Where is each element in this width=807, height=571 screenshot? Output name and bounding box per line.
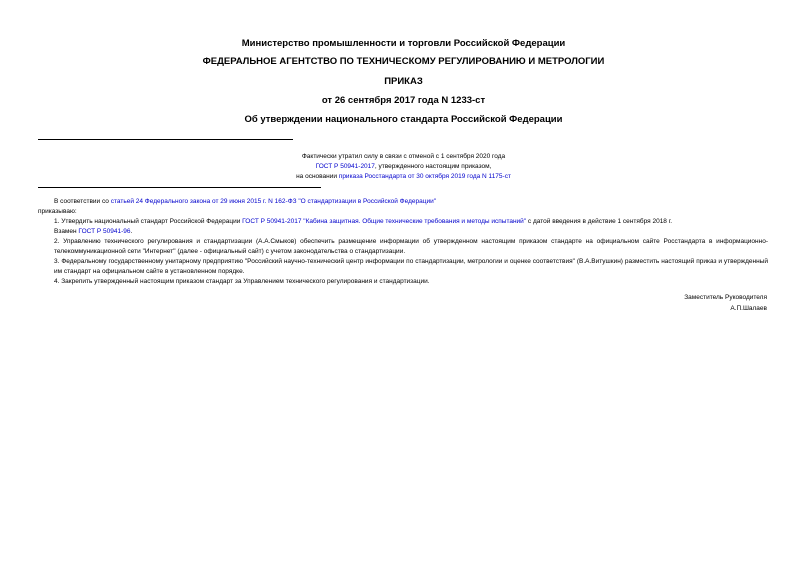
bottom-divider	[38, 187, 321, 188]
signature-position: Заместитель Руководителя	[684, 294, 767, 301]
gost-2017-link[interactable]: ГОСТ Р 50941-2017	[315, 163, 375, 170]
agency-heading: ФЕДЕРАЛЬНОЕ АГЕНТСТВО ПО ТЕХНИЧЕСКОМУ РЕГУЛИРОВАНИЮ И МЕТРОЛОГИИ	[202, 56, 605, 67]
top-divider	[38, 139, 293, 140]
document-body	[38, 197, 768, 287]
item-3-paragraph: 3. Федеральному государственному унитарному предприятию "Российский научно-технический центр информации по стандартизации, метрологии и оценке соответствия" (В.А.Витушкин) разместить настоящий приказ и утвержденный им стандарт на официальном сайте в установленном порядке.	[54, 258, 768, 275]
replace-paragraph	[38, 227, 768, 237]
status-note-line3-text: на основании	[296, 173, 339, 180]
status-note-line1: Фактически утратил силу в связи с отменой с 1 сентября 2020 года	[301, 153, 506, 160]
status-note-line2-text: , утвержденного настоящим приказом,	[374, 163, 492, 170]
item-1-paragraph	[38, 217, 768, 227]
item-2-paragraph: 2. Управлению технического регулирования и стандартизации (А.А.Смыков) обеспечить размещение информации об утвержденном настоящим приказом стандарте на официальном сайте Росстандарта в информационно-телекоммуникационной сети "Интернет" (далее - официальный сайт) с учетом законодательства о стандартизации.	[54, 238, 768, 255]
item-4-paragraph: 4. Закрепить утвержденный настоящим приказом стандарт за Управлением технического регулирования и стандартизации.	[54, 278, 430, 285]
status-note-line3	[0, 172, 807, 182]
doc-type-heading: ПРИКАЗ	[384, 76, 423, 87]
preamble-text: В соответствии со	[54, 198, 111, 205]
status-note-line2	[0, 162, 807, 172]
ministry-heading: Министерство промышленности и торговли Российской Федерации	[241, 38, 566, 49]
rosstandart-order-link[interactable]: приказа Росстандарта от 30 октября 2019 года N 1175-ст	[338, 173, 511, 180]
preamble-paragraph	[38, 197, 768, 207]
item-1-text: 1. Утвердить национальный стандарт Российской Федерации	[54, 218, 243, 225]
replace-tail: .	[130, 228, 133, 235]
gost-50941-96-link[interactable]: ГОСТ Р 50941-96	[78, 228, 131, 235]
date-number-heading: от 26 сентября 2017 года N 1233-ст	[321, 95, 486, 106]
replace-text: Взамен	[54, 228, 79, 235]
federal-law-link[interactable]: статьей 24 Федерального закона от 29 июня 2015 г. N 162-ФЗ "О стандартизации в Российской Федерации"	[110, 198, 437, 205]
document-title: Об утверждении национального стандарта Российской Федерации	[244, 114, 563, 125]
gost-50941-2017-link[interactable]: ГОСТ Р 50941-2017 "Кабина защитная. Общие технические требования и методы испытаний"	[242, 218, 527, 225]
item-1-tail: с датой введения в действие 1 сентября 2018 г.	[526, 218, 673, 225]
order-word: приказываю:	[38, 208, 77, 215]
signature-name: А.П.Шалаев	[730, 305, 767, 312]
